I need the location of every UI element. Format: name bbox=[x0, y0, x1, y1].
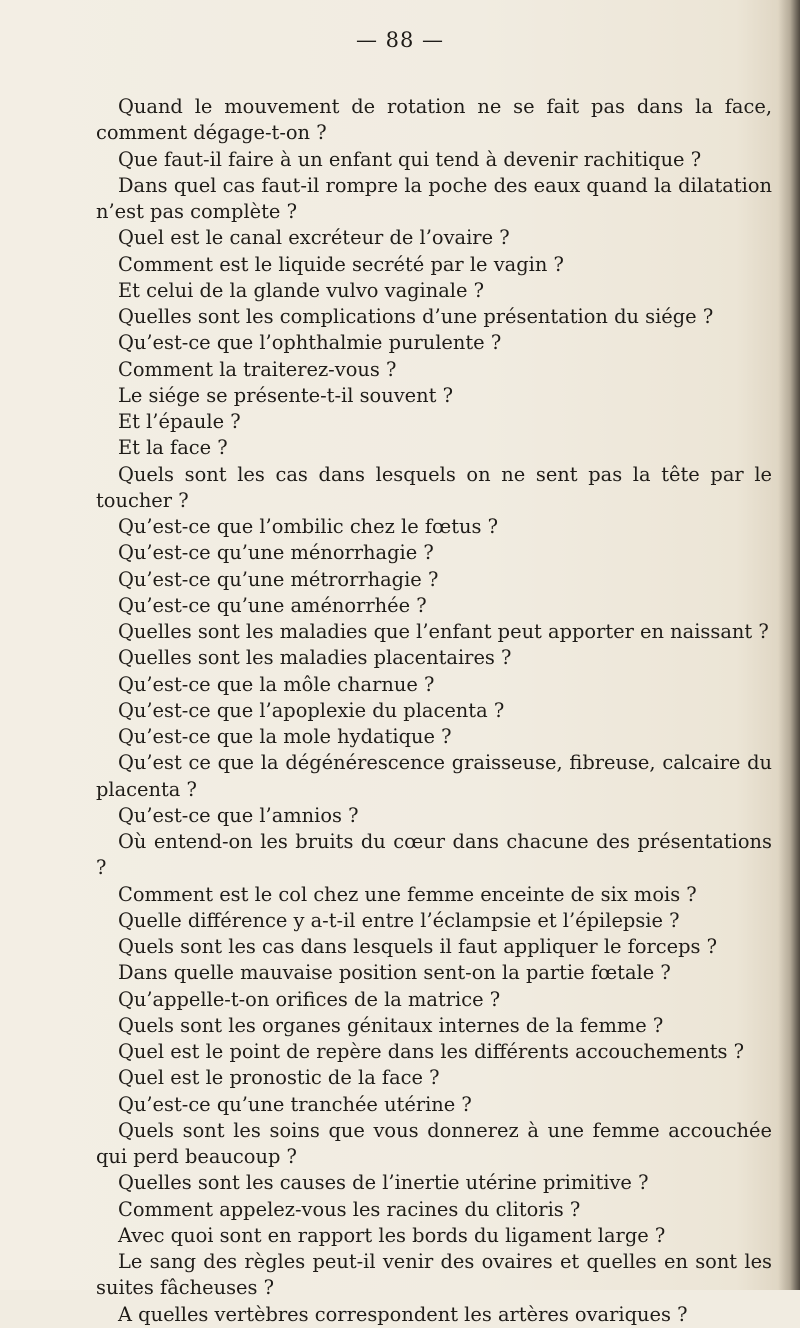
question-item: Quel est le pronostic de la face ? bbox=[118, 1066, 440, 1090]
question-item: Qu’est-ce qu’une aménorrhée ? bbox=[118, 593, 427, 617]
question-item: Qu’est ce que la dégénérescence graisseuse, fibreuse, calcaire du placenta ? bbox=[96, 751, 772, 801]
question-item: Quelles sont les causes de l’inertie utérine primitive ? bbox=[118, 1171, 649, 1195]
page-number: — 88 — bbox=[355, 28, 445, 52]
question-item: Qu’est-ce que l’apoplexie du placenta ? bbox=[118, 698, 505, 722]
question-item: Et l’épaule ? bbox=[118, 410, 241, 433]
question-list bbox=[96, 94, 772, 1328]
question-item: Comment est le col chez une femme enceinte de six mois ? bbox=[118, 882, 697, 906]
question-item: Quels sont les cas dans lesquels il faut appliquer le forceps ? bbox=[118, 935, 718, 958]
question-item: Avec quoi sont en rapport les bords du ligament large ? bbox=[118, 1223, 666, 1247]
question-item: Dans quel cas faut-il rompre la poche des eaux quand la dilatation n’est pas complète ? bbox=[96, 173, 772, 223]
question-item: A quelles vertèbres correspondent les artères ovariques ? bbox=[118, 1302, 688, 1326]
question-item: Quels sont les soins que vous donnerez à une femme accouchée qui perd beaucoup ? bbox=[96, 1118, 772, 1168]
question-item: Qu’est-ce qu’une ménorrhagie ? bbox=[118, 541, 434, 565]
question-item: Quel est le point de repère dans les différents accouchements ? bbox=[118, 1040, 745, 1063]
question-item: Qu’est-ce que l’amnios ? bbox=[118, 803, 359, 827]
question-item: Quels sont les cas dans lesquels on ne sent pas la tête par le toucher ? bbox=[96, 462, 772, 512]
question-item: Dans quelle mauvaise position sent-on la partie fœtale ? bbox=[118, 961, 671, 985]
question-item: Quel est le canal excréteur de l’ovaire ? bbox=[118, 226, 510, 250]
question-item: Le sang des règles peut-il venir des ovaires et quelles en sont les suites fâcheuses ? bbox=[96, 1250, 772, 1300]
question-item: Quelles sont les complications d’une présentation du siége ? bbox=[118, 305, 714, 328]
question-item: Quels sont les organes génitaux internes de la femme ? bbox=[118, 1013, 664, 1037]
question-item: Quelles sont les maladies que l’enfant peut apporter en naissant ? bbox=[118, 620, 769, 643]
question-item: Qu’est-ce que la môle charnue ? bbox=[118, 672, 435, 696]
question-item: Qu’est-ce que l’ombilic chez le fœtus ? bbox=[118, 515, 499, 538]
question-item: Que faut-il faire à un enfant qui tend à devenir rachitique ? bbox=[118, 147, 702, 171]
question-item: Qu’est-ce que la mole hydatique ? bbox=[118, 725, 452, 748]
question-item: Où entend-on les bruits du cœur dans chacune des présentations ? bbox=[96, 830, 772, 880]
question-item: Quand le mouvement de rotation ne se fait pas dans la face, comment dégage-t-on ? bbox=[96, 95, 772, 145]
page-edge-shadow bbox=[778, 0, 800, 1290]
question-item: Et la face ? bbox=[118, 436, 228, 460]
question-item: Quelle différence y a-t-il entre l’éclampsie et l’épilepsie ? bbox=[118, 908, 680, 932]
question-item: Comment la traiterez-vous ? bbox=[118, 357, 397, 381]
question-item: Quelles sont les maladies placentaires ? bbox=[118, 646, 512, 670]
question-item: Le siége se présente-t-il souvent ? bbox=[118, 383, 453, 407]
question-item: Qu’est-ce qu’une métrorrhagie ? bbox=[118, 567, 439, 591]
question-item: Qu’est-ce qu’une tranchée utérine ? bbox=[118, 1092, 472, 1116]
question-item: Et celui de la glande vulvo vaginale ? bbox=[118, 278, 485, 302]
question-item: Comment est le liquide secrété par le vagin ? bbox=[118, 252, 564, 276]
question-item: Comment appelez-vous les racines du clitoris ? bbox=[118, 1197, 581, 1221]
question-item: Qu’est-ce que l’ophthalmie purulente ? bbox=[118, 331, 502, 355]
question-item: Qu’appelle-t-on orifices de la matrice ? bbox=[118, 987, 501, 1011]
